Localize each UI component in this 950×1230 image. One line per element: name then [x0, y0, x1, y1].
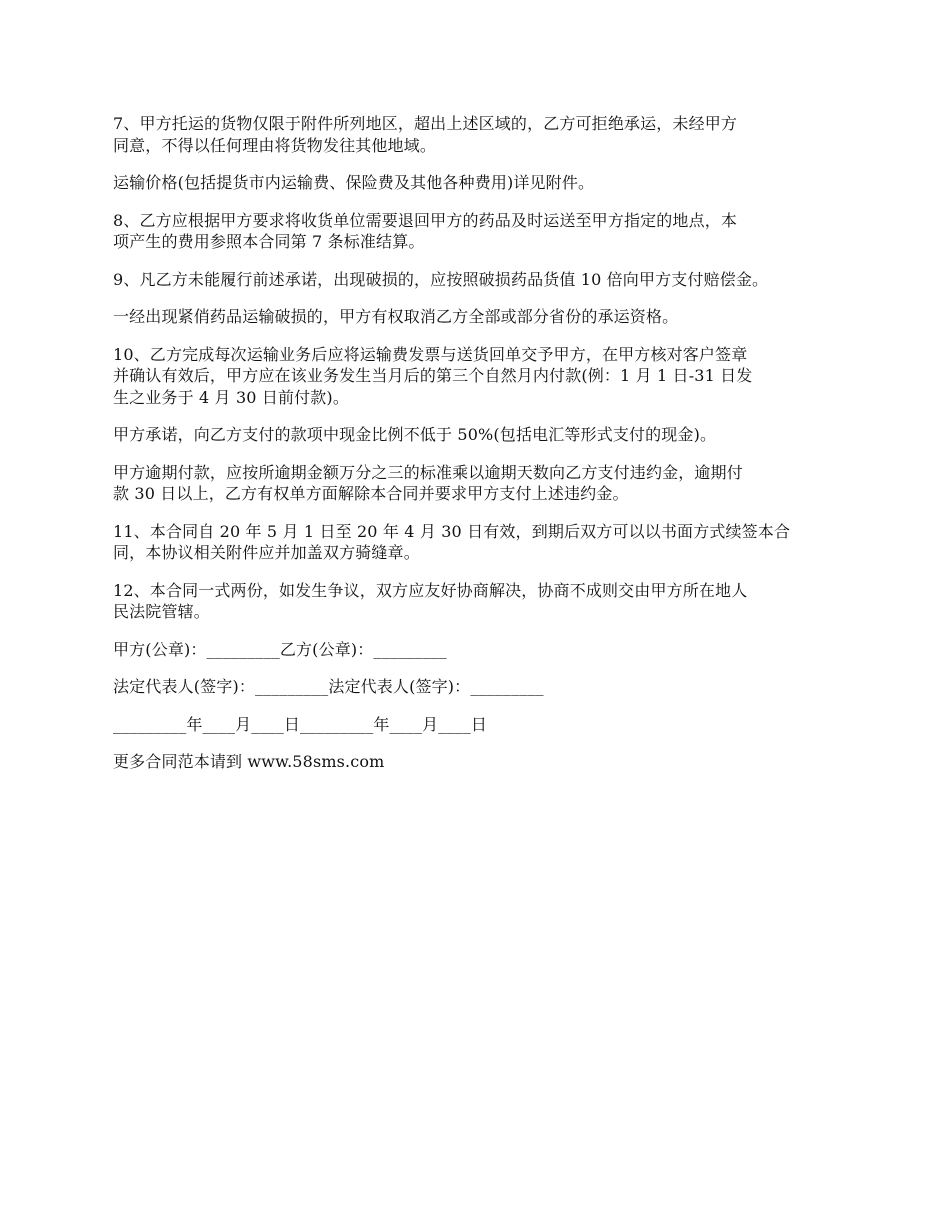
late-payment-penalty: 甲方逾期付款，应按所逾期金额万分之三的标准乘以逾期天数向乙方支付违约金，逾期付 款 30 日以上，乙方有权单方面解除本合同并要求甲方支付上述违约金。 [113, 462, 743, 503]
document-body [113, 113, 843, 789]
clause-9: 9、凡乙方未能履行前述承诺，出现破损的，应按照破损药品货值 10 倍向甲方支付赔偿金。 [113, 269, 769, 289]
clause-12: 12、本合同一式两份，如发生争议，双方应友好协商解决，协商不成则交由甲方所在地人 民法院管辖。 [113, 580, 748, 621]
party-seal-line: 甲方(公章)：_________乙方(公章)：_________ [113, 639, 447, 659]
transport-price-note: 运输价格(包括提货市内运输费、保险费及其他各种费用)详见附件。 [113, 173, 595, 192]
cash-ratio-commitment: 甲方承诺，向乙方支付的款项中现金比例不低于 50%(包括电汇等形式支付的现金)。 [113, 425, 717, 444]
date-line: _________年____月____日_________年____月____日 [113, 714, 487, 734]
clause-7: 7、甲方托运的货物仅限于附件所列地区，超出上述区域的，乙方可拒绝承运，未经甲方 同意，不得以任何理由将货物发往其他地域。 [113, 114, 738, 155]
clause-8: 8、乙方应根据甲方要求将收货单位需要退回甲方的药品及时运送至甲方指定的地点，本 项产生的费用参照本合同第 7 条标准结算。 [113, 210, 738, 251]
clause-10: 10、乙方完成每次运输业务后应将运输费发票与送货回单交予甲方，在甲方核对客户签章 并确认有效后，甲方应在该业务发生当月后的第三个自然月内付款(例：1 月 1 日-31 日发 生之业务于 4 月 30 日前付款)。 [113, 344, 753, 407]
legal-representative-signature-line: 法定代表人(签字)：_________法定代表人(签字)：_________ [113, 677, 544, 696]
scarce-drug-damage-note: 一经出现紧俏药品运输破损的，甲方有权取消乙方全部或部分省份的承运资格。 [113, 307, 679, 326]
clause-11: 11、本合同自 20 年 5 月 1 日至 20 年 4 月 30 日有效，到期后双方可以以书面方式续签本合 同，本协议相关附件应并加盖双方骑缝章。 [113, 521, 791, 562]
footer-link-text: 更多合同范本请到 www.58sms.com [113, 752, 385, 771]
